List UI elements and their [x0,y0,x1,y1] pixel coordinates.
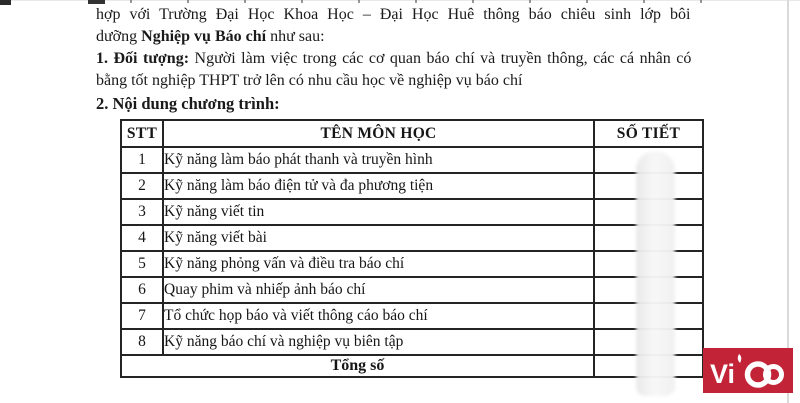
total-label: Tổng số [121,355,594,377]
intro-line-2-pre: dưỡng [96,27,142,45]
row-subject: Quay phim và nhiếp ảnh báo chí [163,277,594,303]
row-number: 1 [121,147,163,173]
header-subject: TÊN MÔN HỌC [163,120,594,147]
intro-line-2-post: như sau: [266,27,325,45]
table-header-row [121,120,703,147]
vico-logo-graphic [703,348,793,393]
table-row [121,329,703,355]
row-number: 2 [121,173,163,199]
row-subject: Kỹ năng làm báo phát thanh và truyền hình [163,147,594,173]
intro-paragraph [96,4,730,47]
row-subject: Kỹ năng báo chí và nghiệp vụ biên tập [163,329,594,355]
row-number: 8 [121,329,163,355]
header-stt: STT [121,120,163,147]
table-row [121,277,703,303]
table-row [121,251,703,277]
row-number: 4 [121,225,163,251]
section1-label: 1. Đối tượng: [96,50,190,67]
section1-line-1 [96,48,730,70]
cut-off-text-fragments [130,0,725,3]
section1-line-2: bằng tốt nghiệp THPT trở lên có nhu cầu học về nghiệp vụ báo chí [96,71,523,89]
redaction-smudge [636,151,675,396]
section2-heading: 2. Nội dung chương trình: [96,94,280,113]
course-table [120,119,704,378]
row-subject: Kỹ năng phỏng vấn và điều tra báo chí [163,251,594,277]
row-number: 7 [121,303,163,329]
section1-paragraph [96,48,730,91]
page-edge-line [787,0,789,403]
row-number: 3 [121,199,163,225]
table-row [121,147,703,173]
table-row [121,173,703,199]
intro-line-2 [96,26,730,48]
intro-line-2-bold: Nghiệp vụ Báo chí [141,27,267,45]
table-total-row [121,355,703,377]
header-periods: SỐ TIẾT [594,120,703,147]
row-subject: Kỹ năng viết bài [163,225,594,251]
table-row [121,303,703,329]
row-number: 6 [121,277,163,303]
row-number: 5 [121,251,163,277]
logo-text-vi: Vi [710,359,736,389]
table-row [121,199,703,225]
corner-scan-mark [0,0,11,5]
vico-watermark-logo [703,348,793,393]
row-subject: Kỹ năng viết tin [163,199,594,225]
row-subject: Kỹ năng làm báo điện tử và đa phương tiện [163,173,594,199]
section1-line-1-rest: Người làm việc trong các cơ quan báo chí và truyền thông, các cá nhân có [189,50,692,67]
intro-line-1: hợp với Trường Đại Học Khoa Học – Đại Học Huê thông báo chiêu sinh lớp bôi [96,6,691,23]
row-subject: Tổ chức họp báo và viết thông cáo báo chí [163,303,594,329]
table-row [121,225,703,251]
